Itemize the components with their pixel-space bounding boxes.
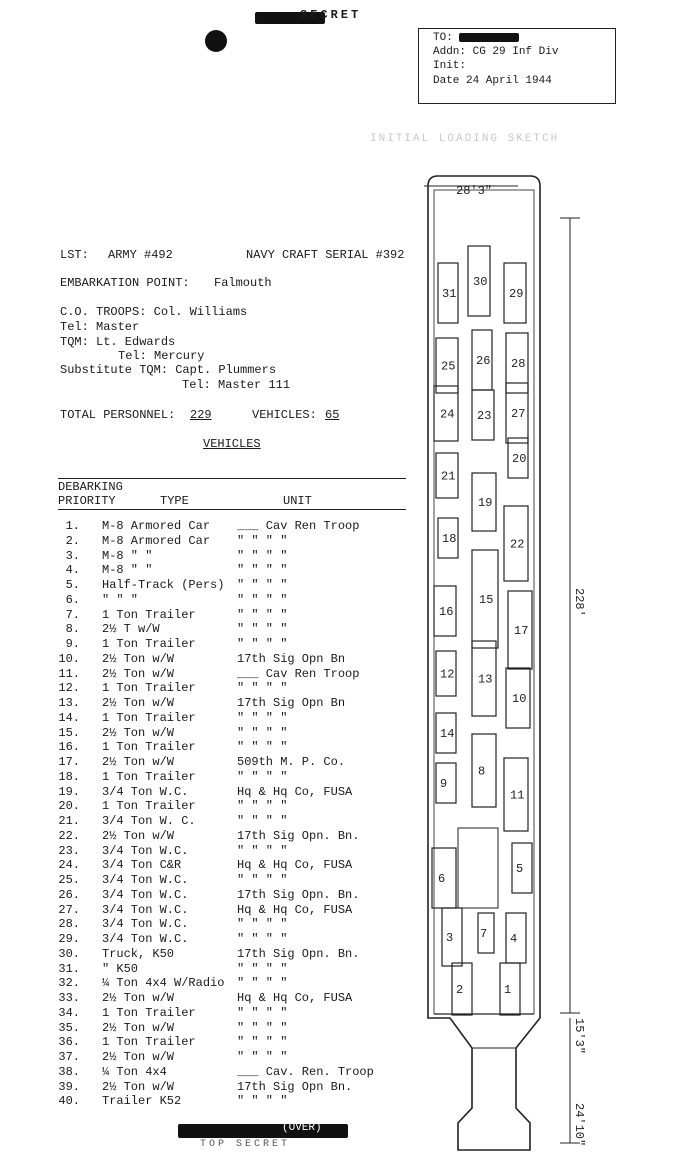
routing-to: TO: xyxy=(433,32,453,44)
priority-number: 18. xyxy=(58,769,80,784)
table-row xyxy=(40,947,400,962)
table-row xyxy=(40,799,400,814)
table-row xyxy=(40,622,400,637)
length-label: 228' xyxy=(572,588,586,617)
vehicle-type: " K50 xyxy=(102,961,139,976)
vehicle-unit: " " " " xyxy=(237,740,288,755)
routing-stamp xyxy=(418,28,616,104)
priority-number: 2. xyxy=(65,533,80,548)
table-row xyxy=(40,844,400,859)
vehicle-type: M-8 " " xyxy=(102,563,153,578)
vehicle-type: 2½ Ton w/W xyxy=(102,1079,175,1094)
vehicle-type: 1 Ton Trailer xyxy=(102,607,196,622)
table-row xyxy=(40,1065,400,1080)
priority-number: 33. xyxy=(58,991,80,1005)
table-row xyxy=(40,976,400,991)
vehicle-slot-number: 31 xyxy=(442,287,457,301)
vehicle-unit: " " " " xyxy=(237,563,288,578)
vehicle-unit: 17th Sig Opn Bn. xyxy=(237,1079,353,1094)
vehicle-slot-number: 15 xyxy=(479,593,494,607)
vehicle-unit: " " " " xyxy=(237,1035,288,1050)
table-row xyxy=(40,593,400,608)
vehicle-unit: " " " " xyxy=(237,578,288,592)
vehicle-slot-number: 30 xyxy=(473,275,488,289)
priority-number: 12. xyxy=(58,681,80,696)
vehicle-slot-number: 10 xyxy=(512,692,527,706)
vehicle-type: 3/4 Ton W.C. xyxy=(102,887,189,902)
priority-number: 36. xyxy=(58,1035,80,1050)
vehicle-type: 2½ Ton w/W xyxy=(102,725,175,740)
vehicle-slot-number: 23 xyxy=(477,409,492,423)
vehicle-slot-number: 28 xyxy=(511,357,526,371)
vehicle-unit: " " " " xyxy=(237,1050,288,1064)
vehicle-unit: " " " " xyxy=(237,1020,288,1035)
priority-number: 11. xyxy=(58,666,80,681)
tel-master: Tel: Master xyxy=(60,320,140,334)
tqm: TQM: Lt. Edwards xyxy=(60,335,176,349)
priority-number: 38. xyxy=(58,1064,80,1079)
embarkation-label: EMBARKATION POINT: xyxy=(60,276,190,290)
vehicle-unit: " " " " xyxy=(237,637,288,651)
priority-number: 31. xyxy=(58,961,80,976)
priority-number: 23. xyxy=(58,843,80,858)
priority-number: 26. xyxy=(58,887,80,902)
vehicle-slot-number: 2 xyxy=(456,983,464,997)
lst-label: LST: xyxy=(60,248,89,262)
priority-number: 1. xyxy=(65,519,80,533)
lst-loading-sketch xyxy=(410,168,605,1153)
table-row xyxy=(40,785,400,800)
table-row xyxy=(40,755,400,770)
table-row xyxy=(40,1021,400,1036)
priority-number: 20. xyxy=(58,799,80,814)
vehicle-type: 3/4 Ton W.C. xyxy=(102,917,189,932)
vehicle-type: 1 Ton Trailer xyxy=(102,740,196,755)
vehicle-slot-number: 12 xyxy=(440,667,455,682)
table-row xyxy=(40,711,400,726)
vehicle-slot-number: 5 xyxy=(516,862,524,876)
vehicle-unit: " " " " xyxy=(237,1094,288,1109)
table-row xyxy=(40,858,400,873)
vehicle-type: 2½ Ton w/W xyxy=(102,696,175,710)
total-personnel-value: 229 xyxy=(190,408,212,422)
priority-number: 19. xyxy=(58,784,80,799)
vehicle-type: M-8 Armored Car xyxy=(102,519,211,533)
vehicle-type: 1 Ton Trailer xyxy=(102,710,196,725)
vehicle-unit: " " " " xyxy=(237,961,288,976)
vehicle-slot-number: 6 xyxy=(438,872,446,886)
priority-number: 34. xyxy=(58,1005,80,1020)
vehicle-slot-number: 8 xyxy=(478,764,486,779)
vehicle-unit: 17th Sig Opn Bn xyxy=(237,696,346,710)
vehicle-unit: Hq & Hq Co, FUSA xyxy=(237,784,353,799)
vehicle-slot-number: 26 xyxy=(476,354,491,368)
priority-number: 28. xyxy=(58,917,80,932)
vehicle-slot-number: 25 xyxy=(441,359,456,374)
table-row xyxy=(40,740,400,755)
vehicle-unit: " " " " xyxy=(237,548,288,563)
vehicle-unit: " " " " xyxy=(237,769,288,784)
vehicle-unit: " " " " xyxy=(237,917,288,932)
priority-number: 21. xyxy=(58,814,80,828)
vehicle-slot-number: 18 xyxy=(442,532,457,546)
vehicle-unit: ___ Cav. Ren. Troop xyxy=(237,1064,374,1079)
table-row xyxy=(40,829,400,844)
navy-serial: NAVY CRAFT SERIAL #392 xyxy=(246,248,405,262)
table-row xyxy=(40,608,400,623)
routing-redaction xyxy=(459,33,519,42)
table-row xyxy=(40,563,400,578)
priority-number: 8. xyxy=(65,622,80,637)
routing-date: Date 24 April 1944 xyxy=(433,75,552,87)
vehicle-slot-number: 22 xyxy=(510,537,525,552)
vehicle-slot-number: 14 xyxy=(440,727,455,741)
table-row xyxy=(40,726,400,741)
tel-master-111: Tel: Master 111 xyxy=(182,378,291,392)
vehicle-slot-number: 17 xyxy=(514,624,529,638)
table-row xyxy=(40,534,400,549)
vehicle-slot-number: 3 xyxy=(446,931,454,945)
vehicle-unit: " " " " xyxy=(237,799,288,814)
vehicle-type: 3/4 Ton W.C. xyxy=(102,902,189,917)
vehicle-slot-number: 24 xyxy=(440,407,455,422)
vehicle-type: 3/4 Ton C&R xyxy=(102,858,182,873)
vehicle-slot-number: 16 xyxy=(439,605,454,619)
classification-redaction-bottom xyxy=(178,1124,348,1138)
col-unit: UNIT xyxy=(283,494,312,508)
vehicle-unit: " " " " xyxy=(237,607,288,622)
vehicle-type: 1 Ton Trailer xyxy=(102,769,196,784)
vehicle-type: 1 Ton Trailer xyxy=(102,1035,196,1050)
vehicle-unit: Hq & Hq Co, FUSA xyxy=(237,902,353,917)
cargo-hatch xyxy=(458,828,498,908)
priority-number: 6. xyxy=(65,592,80,607)
vehicle-type: 1 Ton Trailer xyxy=(102,1005,196,1020)
army-number: ARMY #492 xyxy=(108,248,173,262)
priority-number: 16. xyxy=(58,740,80,755)
faint-header: INITIAL LOADING SKETCH xyxy=(370,133,560,145)
vehicle-unit: " " " " xyxy=(237,873,288,887)
substitute-tqm: Substitute TQM: Capt. Plummers xyxy=(60,363,277,377)
vehicle-type: 3/4 Ton W. C. xyxy=(102,814,196,828)
vehicle-slot-number: 29 xyxy=(509,287,524,301)
vehicle-type: 1 Ton Trailer xyxy=(102,681,196,696)
table-row xyxy=(40,696,400,711)
priority-number: 29. xyxy=(58,932,80,946)
routing-addn: Addn: CG 29 Inf Div xyxy=(433,46,559,58)
classification-bottom: TOP SECRET xyxy=(200,1139,291,1150)
vehicle-unit: " " " " xyxy=(237,843,288,858)
table-row xyxy=(40,1050,400,1065)
table-row xyxy=(40,888,400,903)
vehicle-type: 2½ Ton w/W xyxy=(102,666,175,681)
stern-dimension-label: 15'3" xyxy=(572,1018,586,1055)
vehicle-slot-number: 7 xyxy=(480,927,488,941)
priority-number: 5. xyxy=(65,578,80,592)
table-top-rule xyxy=(58,478,406,479)
table-row xyxy=(40,991,400,1006)
vehicle-slot-number: 4 xyxy=(510,932,518,946)
vehicle-type: 2½ Ton w/W xyxy=(102,828,175,843)
vehicle-type: 1 Ton Trailer xyxy=(102,637,196,651)
vehicle-type: Trailer K52 xyxy=(102,1094,182,1109)
priority-number: 35. xyxy=(58,1020,80,1035)
vehicle-unit: " " " " xyxy=(237,976,288,991)
vehicle-type: 3/4 Ton W.C. xyxy=(102,932,189,946)
priority-number: 10. xyxy=(58,651,80,666)
vehicle-type: 3/4 Ton W.C. xyxy=(102,873,189,887)
vehicle-unit: 509th M. P. Co. xyxy=(237,755,346,769)
table-row xyxy=(40,667,400,682)
priority-number: 24. xyxy=(58,858,80,873)
vehicle-type: M-8 " " xyxy=(102,548,153,563)
vehicle-type: " " " xyxy=(102,592,139,607)
vehicle-table xyxy=(40,519,400,1119)
co-troops: C.O. TROOPS: Col. Williams xyxy=(60,305,248,319)
vehicle-unit: " " " " xyxy=(237,622,288,637)
priority-number: 7. xyxy=(65,607,80,622)
vehicle-unit: 17th Sig Opn. Bn. xyxy=(237,946,360,961)
vehicle-unit: " " " " xyxy=(237,932,288,946)
priority-number: 14. xyxy=(58,710,80,725)
vehicle-unit: 17th Sig Opn. Bn. xyxy=(237,887,360,902)
vehicles-section-title: VEHICLES xyxy=(203,437,261,451)
vehicle-type: 2½ Ton w/W xyxy=(102,755,175,769)
table-row xyxy=(40,903,400,918)
table-row xyxy=(40,1080,400,1095)
table-header-rule xyxy=(58,509,406,510)
priority-number: 40. xyxy=(58,1094,80,1109)
table-row xyxy=(40,1006,400,1021)
table-row xyxy=(40,932,400,947)
table-row xyxy=(40,578,400,593)
vehicle-unit: " " " " xyxy=(237,725,288,740)
vehicles-value: 65 xyxy=(325,408,340,422)
table-row xyxy=(40,652,400,667)
vehicle-unit: " " " " xyxy=(237,814,288,828)
vehicle-slot-number: 19 xyxy=(478,496,493,510)
vehicle-unit: Hq & Hq Co, FUSA xyxy=(237,858,353,873)
table-row xyxy=(40,549,400,564)
vehicle-unit: Hq & Hq Co, FUSA xyxy=(237,991,353,1005)
routing-init: Init: xyxy=(433,60,467,72)
col-type: TYPE xyxy=(160,494,189,508)
table-row xyxy=(40,1094,400,1109)
vehicle-type: 3/4 Ton W.C. xyxy=(102,784,189,799)
table-row xyxy=(40,637,400,652)
vehicle-type: 2½ Ton w/W xyxy=(102,1020,175,1035)
vehicle-unit: " " " " xyxy=(237,681,288,696)
vehicle-unit: " " " " xyxy=(237,1005,288,1020)
table-row xyxy=(40,519,400,534)
table-row xyxy=(40,770,400,785)
vehicle-slot-number: 13 xyxy=(478,672,493,687)
vehicle-type: M-8 Armored Car xyxy=(102,533,211,548)
vehicle-type: 2½ Ton w/W xyxy=(102,651,175,666)
vehicle-unit: 17th Sig Opn. Bn. xyxy=(237,828,360,843)
vehicle-slot-number: 27 xyxy=(511,407,526,421)
priority-number: 3. xyxy=(65,548,80,563)
col-priority: PRIORITY xyxy=(58,494,116,508)
priority-number: 13. xyxy=(58,696,80,710)
vehicle-unit: ___ Cav Ren Troop xyxy=(237,519,360,533)
vehicle-slot-number: 1 xyxy=(504,983,512,997)
priority-number: 27. xyxy=(58,902,80,917)
vehicle-slot-number: 21 xyxy=(441,469,456,484)
priority-number: 30. xyxy=(58,946,80,961)
embarkation-value: Falmouth xyxy=(214,276,272,290)
vehicle-type: Half-Track (Pers) xyxy=(102,578,225,592)
table-row xyxy=(40,962,400,977)
vehicle-unit: " " " " xyxy=(237,592,288,607)
classification-top: SECRET xyxy=(300,8,362,22)
vehicle-type: 2½ Ton w/W xyxy=(102,991,175,1005)
beam-label: 28'3" xyxy=(456,184,493,198)
priority-number: 17. xyxy=(58,755,80,769)
table-row xyxy=(40,873,400,888)
vehicle-slot-number: 11 xyxy=(510,788,525,803)
priority-number: 9. xyxy=(65,637,80,651)
priority-number: 25. xyxy=(58,873,80,887)
vehicle-unit: " " " " xyxy=(237,710,288,725)
continuation-note: (OVER) xyxy=(282,1122,322,1134)
table-row xyxy=(40,1035,400,1050)
priority-number: 15. xyxy=(58,725,80,740)
vehicle-type: 3/4 Ton W.C. xyxy=(102,843,189,858)
vehicle-unit: ___ Cav Ren Troop xyxy=(237,666,360,681)
tel-mercury: Tel: Mercury xyxy=(118,349,205,363)
priority-number: 4. xyxy=(65,563,80,578)
vehicle-type: Truck, K50 xyxy=(102,946,175,961)
col-debarking: DEBARKING xyxy=(58,480,123,494)
vehicle-type: 2½ T w/W xyxy=(102,622,160,637)
priority-number: 39. xyxy=(58,1079,80,1094)
hull-outline xyxy=(428,176,540,1150)
vehicle-type: 2½ Ton w/W xyxy=(102,1050,175,1064)
vehicle-type: 1 Ton Trailer xyxy=(102,799,196,814)
ramp-dimension-label: 24'10" xyxy=(572,1103,586,1147)
vehicle-type: ¼ Ton 4x4 xyxy=(102,1064,167,1079)
table-row xyxy=(40,814,400,829)
table-row xyxy=(40,917,400,932)
vehicle-unit: " " " " xyxy=(237,533,288,548)
table-row xyxy=(40,681,400,696)
vehicle-slot-number: 9 xyxy=(440,777,448,791)
vehicle-slot-number: 20 xyxy=(512,452,527,466)
punch-hole xyxy=(205,30,227,52)
total-personnel-label: TOTAL PERSONNEL: xyxy=(60,408,176,422)
vehicles-label: VEHICLES: xyxy=(252,408,317,422)
priority-number: 32. xyxy=(58,976,80,991)
vehicle-type: ¼ Ton 4x4 W/Radio xyxy=(102,976,225,991)
priority-number: 22. xyxy=(58,828,80,843)
priority-number: 37. xyxy=(58,1050,80,1064)
vehicle-unit: 17th Sig Opn Bn xyxy=(237,651,346,666)
